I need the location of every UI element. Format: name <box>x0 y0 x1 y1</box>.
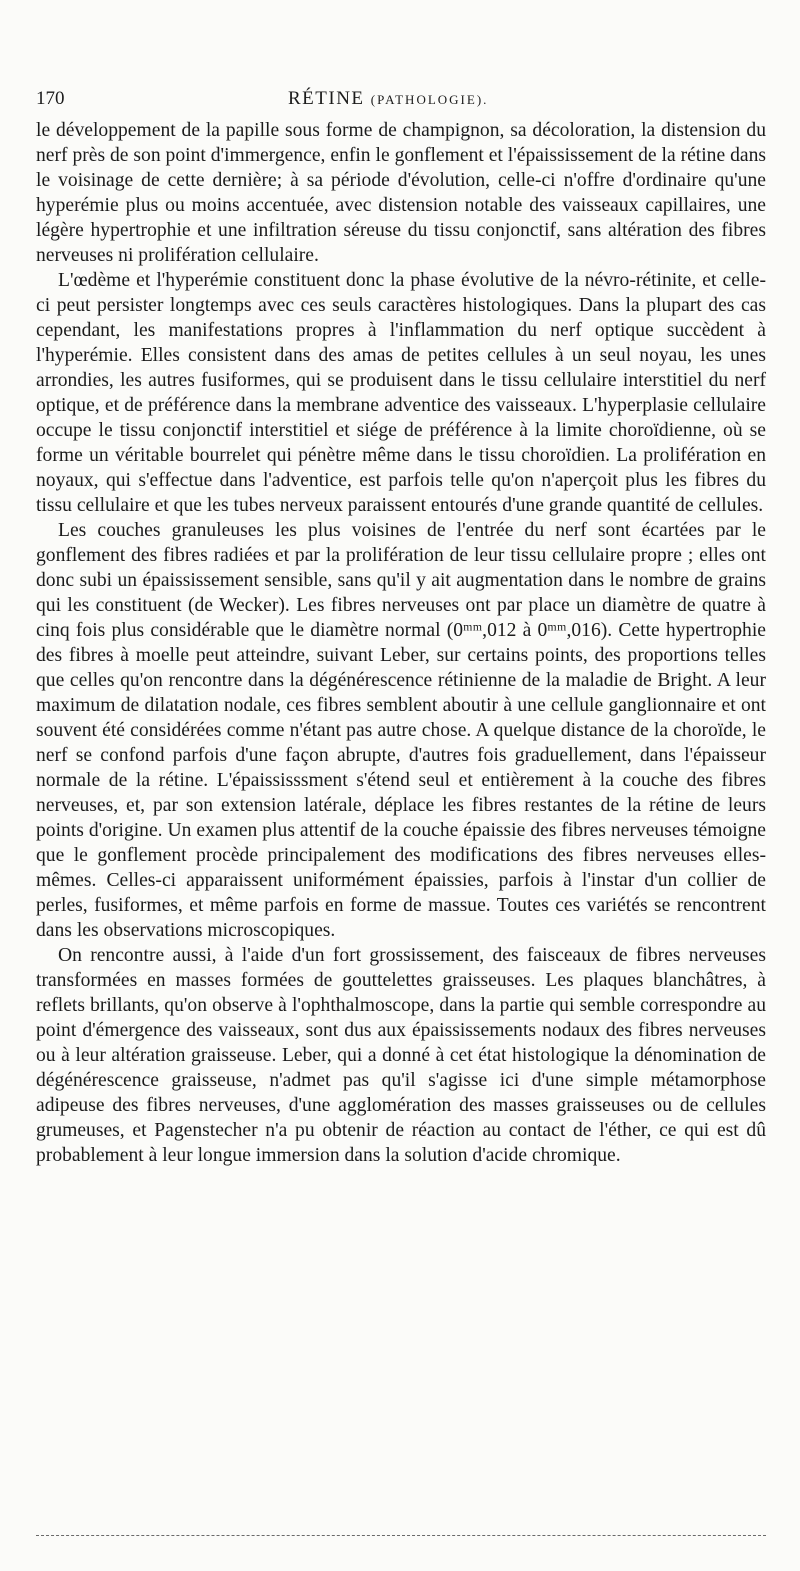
paragraph-continuation: le développement de la papille sous forme de champignon, sa décoloration, la distension du nerf près de son point d'immergence, enfin le gonflement et l'épaississement de la rétine dans le voisinage de cette dernière; à sa période d'évolution, celle-ci n'offre d'ordinaire qu'une hyperémie plus ou moins accentuée, avec distension notable des vaisseaux capillaires, une légère hypertrophie et une infiltration séreuse du tissu conjonctif, sans altération des fibres nerveuses ni prolifération cellulaire. <box>36 120 766 266</box>
page-number: 170 <box>36 88 65 109</box>
title-text: RÉTINE <box>288 88 365 109</box>
paragraph-couches-granuleuses: Les couches granuleuses les plus voisines de l'entrée du nerf sont écartées par le gonflement des fibres radiées et par la prolifération de leur tissu cellulaire propre ; elles ont donc subi un épaississement sensible, sans qu'il y ait augmentation dans le nombre de grains qui les constituent (de Wecker). Les fibres nerveuses ont par place un diamètre de quatre à cinq fois plus considérable que le diamètre normal (0ᵐᵐ,012 à 0ᵐᵐ,016). Cette hypertrophie des fibres à moelle peut atteindre, suivant Leber, sur certains points, des proportions telles que celles qu'on rencontre dans la dégénérescence rétinienne de la maladie de Bright. A leur maximum de dilatation nodale, ces fibres semblent aboutir à une cellule ganglionnaire et ont souvent été considérées comme n'étant pas autre chose. A quelque distance de la choroïde, le nerf se confond parfois d'une façon abrupte, d'autres fois graduellement, dans l'épaisseur normale de la rétine. L'épaississsment s'étend seul et entièrement à la couche des fibres nerveuses, et, par son extension latérale, déplace les fibres restantes de la rétine de leurs points d'origine. Un examen plus attentif de la couche épaissie des fibres nerveuses témoigne que le gonflement procède principalement des modifications des fibres nerveuses elles-mêmes. Celles-ci apparaissent uniformément épaissies, parfois à l'instar d'un collier de perles, fusiformes, et même parfois en forme de massue. Toutes ces variétés se rencontrent dans les observations microscopiques. <box>36 520 766 941</box>
paragraph-oedeme: L'œdème et l'hyperémie constituent donc la phase évolutive de la névro-rétinite, et celle-ci peut persister longtemps avec ces seuls caractères histologiques. Dans la plupart des cas cependant, les manifestations propres à l'inflammation du nerf optique succèdent à l'hyperémie. Elles consistent dans des amas de petites cellules à un seul noyau, les unes arrondies, les autres fusiformes, qui se produisent dans le tissu cellulaire interstitiel du nerf optique, et de préférence dans la membrane adventice des vaisseaux. L'hyperplasie cellulaire occupe le tissu conjonctif interstitiel et siége de préférence à la limite choroïdienne, où se forme un véritable bourrelet qui pénètre même dans le tissu choroïdien. La prolifération en noyaux, qui s'effectue dans l'adventice, est parfois telle qu'on n'aperçoit plus les fibres du tissu cellulaire et que les tubes nerveux paraissent entourés d'une grande quantité de cellules. <box>36 270 766 516</box>
title-subtitle: (PATHOLOGIE). <box>370 92 489 107</box>
footer-rule <box>36 1535 766 1536</box>
running-title <box>288 86 488 113</box>
running-head <box>36 86 764 112</box>
body-text <box>36 118 766 1168</box>
paragraph-degenerescence: On rencontre aussi, à l'aide d'un fort grossissement, des faisceaux de fibres nerveuses transformées en masses formées de gouttelettes graisseuses. Les plaques blanchâtres, à reflets brillants, qu'on observe à l'ophthalmoscope, dans la partie qui semble correspondre au point d'émergence des vaisseaux, sont dus aux épaississements nodaux des fibres nerveuses ou à leur altération graisseuse. Leber, qui a donné à cet état histologique la dénomination de dégénérescence graisseuse, n'admet pas qu'il s'agisse ici d'une simple métamorphose adipeuse des fibres nerveuses, d'une agglomération des masses graisseuses ou de cellules grumeuses, et Pagenstecher n'a pu obtenir de réaction au contact de l'éther, ce qui est dû probablement à leur longue immersion dans la solution d'acide chromique. <box>36 945 766 1166</box>
